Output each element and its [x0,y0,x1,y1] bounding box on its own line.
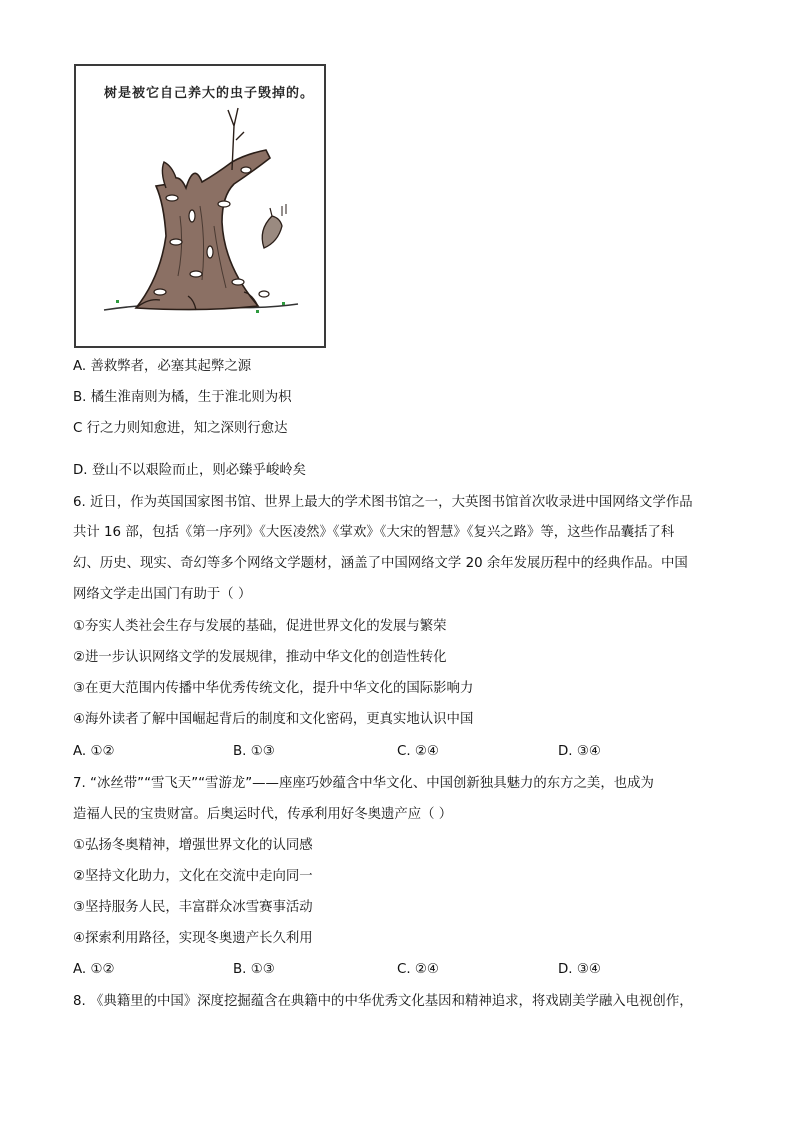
q6-stem-line-2: 共计 16 部，包括《第一序列》《大医凌然》《掌欢》《大宋的智慧》《复兴之路》等，这些作品囊括了科 [73,525,675,540]
q7-statement-2: ②坚持文化助力，文化在交流中走向同一 [73,869,313,884]
q6-statement-4: ④海外读者了解中国崛起背后的制度和文化密码，更真实地认识中国 [73,712,474,727]
q7-statement-1: ①弘扬冬奥精神，增强世界文化的认同感 [73,838,313,853]
q6-statement-3: ③在更大范围内传播中华优秀传统文化，提升中华文化的国际影响力 [73,681,474,696]
cartoon-caption: 树是被它自己养大的虫子毁掉的。 [104,86,315,101]
q5-option-c: C 行之力则知愈进，知之深则行愈达 [73,421,288,436]
cartoon-image [74,64,326,348]
q6-stem-line-3: 幻、历史、现实、奇幻等多个网络文学题材，涵盖了中国网络文学 20 余年发展历程中的经典作品。中国 [73,556,688,571]
q7-statement-4: ④探索利用路径，实现冬奥遗产长久利用 [73,931,313,946]
q7-choice-c: C. ②④ [397,962,439,977]
q6-choice-c: C. ②④ [397,744,439,759]
q6-choice-a: A. ①② [73,744,115,759]
q5-option-b: B. 橘生淮南则为橘，生于淮北则为枳 [73,390,292,405]
q6-stem-line-4: 网络文学走出国门有助于（ ） [73,587,252,602]
q6-stem-line-1: 6. 近日，作为英国国家图书馆、世界上最大的学术图书馆之一，大英图书馆首次收录进中国网络文学作品 [73,495,693,510]
q5-option-a: A. 善救弊者，必塞其起弊之源 [73,359,252,374]
q7-statement-3: ③坚持服务人民，丰富群众冰雪赛事活动 [73,900,313,915]
q6-statement-2: ②进一步认识网络文学的发展规律，推动中华文化的创造性转化 [73,650,447,665]
q5-option-d: D. 登山不以艰险而止，则必臻乎峻岭矣 [73,463,307,478]
tree-illustration [76,66,324,346]
q6-statement-1: ①夯实人类社会生存与发展的基础，促进世界文化的发展与繁荣 [73,619,447,634]
q6-choice-b: B. ①③ [233,744,275,759]
q8-stem-line-1: 8. 《典籍里的中国》深度挖掘蕴含在典籍中的中华优秀文化基因和精神追求，将戏剧美学融入电视创作， [73,994,693,1009]
q7-stem-line-2: 造福人民的宝贵财富。后奥运时代，传承利用好冬奥遗产应（ ） [73,807,453,822]
q7-choice-b: B. ①③ [233,962,275,977]
q6-choice-d: D. ③④ [558,744,601,759]
q7-choice-a: A. ①② [73,962,115,977]
q7-stem-line-1: 7. “冰丝带”“雪飞天”“雪游龙”——座座巧妙蕴含中华文化、中国创新独具魅力的东方之美，也成为 [73,776,654,791]
q7-choice-d: D. ③④ [558,962,601,977]
